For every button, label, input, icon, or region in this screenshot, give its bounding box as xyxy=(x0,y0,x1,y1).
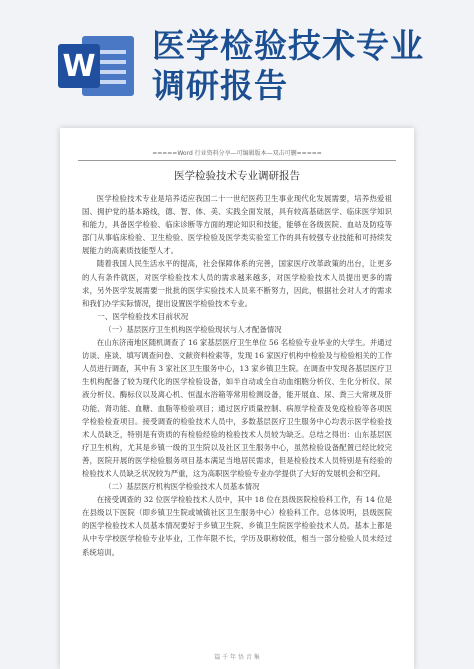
body-paragraph: 医学检验技术专业是培养适应我国二十一世纪医药卫生事业现代化发展需要，培养热爱祖国、拥护党的基本路线，德、智、体、美、实践全面发展，具有较高基础医学、临床医学知识和能力，具备医学检验、临床诊断等方面的理论知识和技能，能够在各级医院、血站及防疫等部门从事临床检验、卫生检验、医学检验及医学类实验室工作的具有较强专业技能和可持续发展能力的高素质技能型人才。 xyxy=(82,194,392,256)
banner-title-line2: 调研报告 xyxy=(152,66,288,105)
body-paragraph: 随着我国人民生活水平的提高，社会保障体系的完善，国家医疗改革政策的出台，让更多的人有条件就医，对医学检验技术人员的需求越来越多，对医学检验技术人员提出更多的需求，另外医学发展需要一批批的医学实验技术人员来不断努力，因此，根据社会对人才的需求和我们办学实际情况，提出设置医学检验技术专业。 xyxy=(82,259,392,308)
section-heading: 一、医学检验技术目前状况 xyxy=(97,311,189,321)
banner-title xyxy=(152,26,424,106)
banner-title-line1: 医学检验技术专业 xyxy=(152,26,424,65)
document-title: 医学检验技术专业调研报告 xyxy=(174,170,300,182)
banner xyxy=(0,0,474,120)
document-page xyxy=(60,128,414,669)
word-icon xyxy=(58,34,136,98)
section-heading: （二）基层医疗机构医学检验技术人员基本情况 xyxy=(104,482,260,492)
document-footer: 篇 千 年 悟 音 集 xyxy=(214,654,260,661)
document-body xyxy=(82,192,392,559)
body-paragraph: 在接受调查的 32 位医学检验技术人员中，其中 18 位在县级医院检验科工作，有 14 位是在县级以下医院（即乡镇卫生院或城镇社区卫生服务中心）检验科工作。总体说明，县级医院的医学检验技术人员基本情况要好于乡镇卫生院、乡镇卫生院医学检验技术人员。基本上都是从中专学校医学检验专业毕业，工作年限不长，学历及职称较低，相当一部分检验人员未经过系统培训。 xyxy=(82,495,392,557)
word-icon-letter: W xyxy=(58,44,100,88)
body-paragraph: 在山东济南地区随机调查了 16 家基层医疗卫生单位 56 名检验专业毕业的大学生。并通过访谈、座谈、填写调查问卷、文献资料检索等，发现 16 家医疗机构中检验及与检验相关的工作人员进行调查，其中有 3 家社区卫生服务中心，13 家乡镇卫生院。在调查中发现各基层医疗卫生机构配备了较为现代化的医学检验设备，如半自动或全自动血细胞分析仪、生化分析仪、尿液分析仪、酶标仪以及离心机、恒温水浴箱等常用检测设备，能开展血、尿、粪三大常规及肝功能、肾功能、血糖、血脂等检验项目；通过医疗质量控制、病原学检查及免疫检验等各项医学检验检查项目。接受调查的检验技术人员中，多数基层医疗卫生服务中心均表示医学检验技术人员缺乏，特别是有资质的有检验经验的检验技术人员较为缺乏。总结之得出：山东基层医疗卫生机构，尤其是乡镇一级的卫生院以及社区卫生服务中心，虽然检验设备配置已经比较完善，医院开展的医学检验服务项目基本满足当地居民需求，但是检验技术人员特别是有经验的检验技术人员缺乏状况较为严重，这为高职医学检验专业办学提供了大好的发展机会和空间。 xyxy=(82,338,392,478)
header-divider xyxy=(78,160,396,161)
document-header: =====Word 行业资料分享—可编辑版本—双击可删===== xyxy=(152,150,322,157)
section-heading: （一）基层医疗卫生机构医学检验现状与人才配备情况 xyxy=(104,324,282,334)
